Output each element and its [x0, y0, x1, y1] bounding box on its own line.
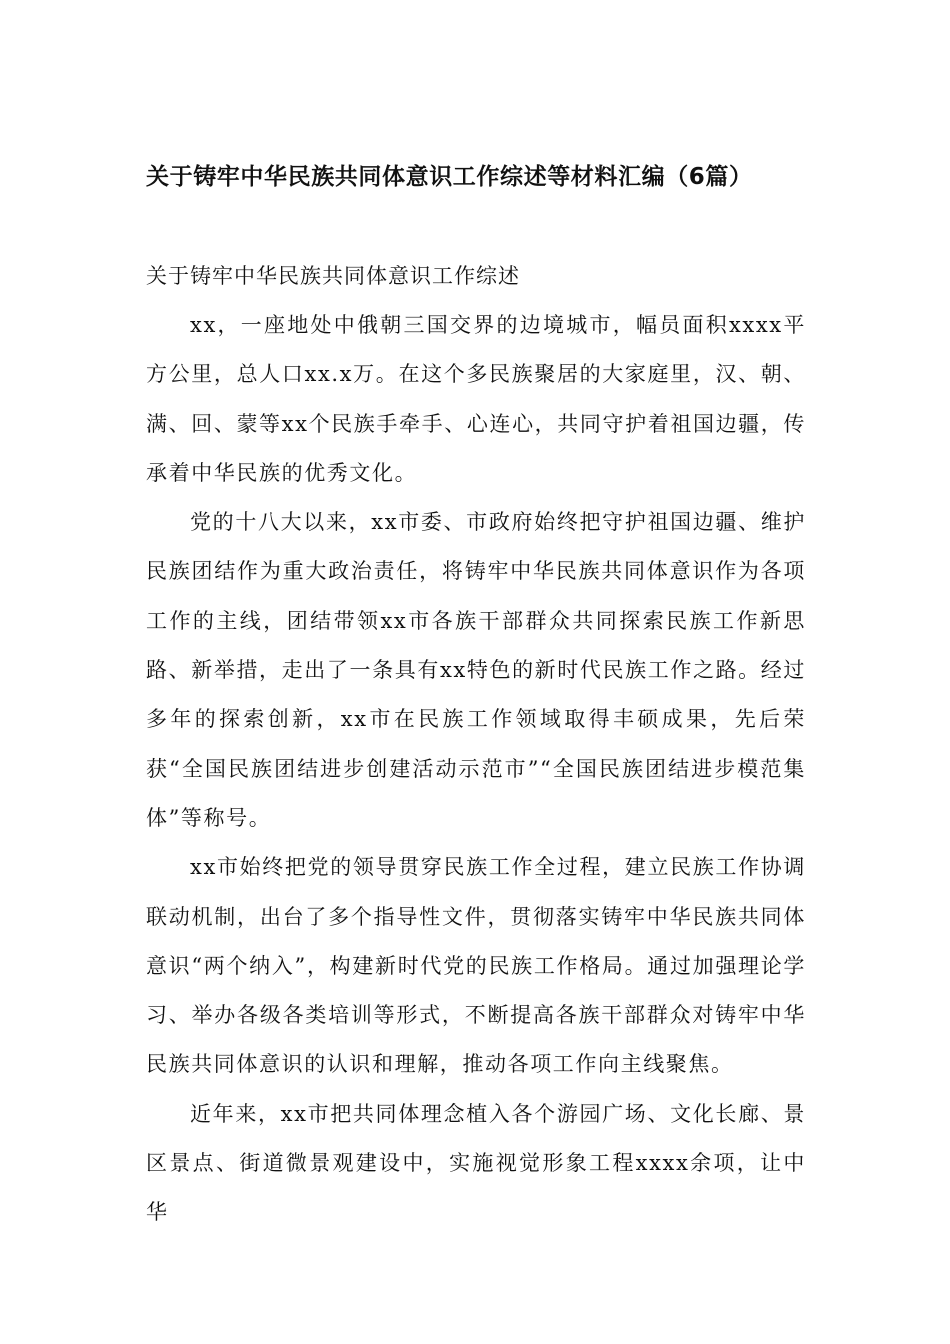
paragraph-4: 近年来，xx市把共同体理念植入各个游园广场、文化长廊、景区景点、街道微景观建设中，实施视觉形象工程xxxx余项，让中华: [146, 1101, 806, 1225]
section-heading: 关于铸牢中华民族共同体意识工作综述: [146, 264, 520, 288]
paragraph-1: xx，一座地处中俄朝三国交界的边境城市，幅员面积xxxx平方公里，总人口xx.x万。在这个多民族聚居的大家庭里，汉、朝、满、回、蒙等xx个民族手牵手、心连心，共同守护着祖国边疆，传承着中华民族的优秀文化。: [146, 313, 806, 485]
paragraph-3: xx市始终把党的领导贯穿民族工作全过程，建立民族工作协调联动机制，出台了多个指导性文件，贯彻落实铸牢中华民族共同体意识“两个纳入”，构建新时代党的民族工作格局。通过加强理论学习、举办各级各类培训等形式，不断提高各族干部群众对铸牢中华民族共同体意识的认识和理解，推动各项工作向主线聚焦。: [146, 855, 806, 1077]
document-body: [146, 252, 806, 1238]
paragraph-2: 党的十八大以来，xx市委、市政府始终把守护祖国边疆、维护民族团结作为重大政治责任，将铸牢中华民族共同体意识作为各项工作的主线，团结带领xx市各族干部群众共同探索民族工作新思路、新举措，走出了一条具有xx特色的新时代民族工作之路。经过多年的探索创新，xx市在民族工作领域取得丰硕成果，先后荣获“全国民族团结进步创建活动示范市”“全国民族团结进步模范集体”等称号。: [146, 510, 806, 830]
document-title: 关于铸牢中华民族共同体意识工作综述等材料汇编（6篇）: [146, 164, 753, 190]
